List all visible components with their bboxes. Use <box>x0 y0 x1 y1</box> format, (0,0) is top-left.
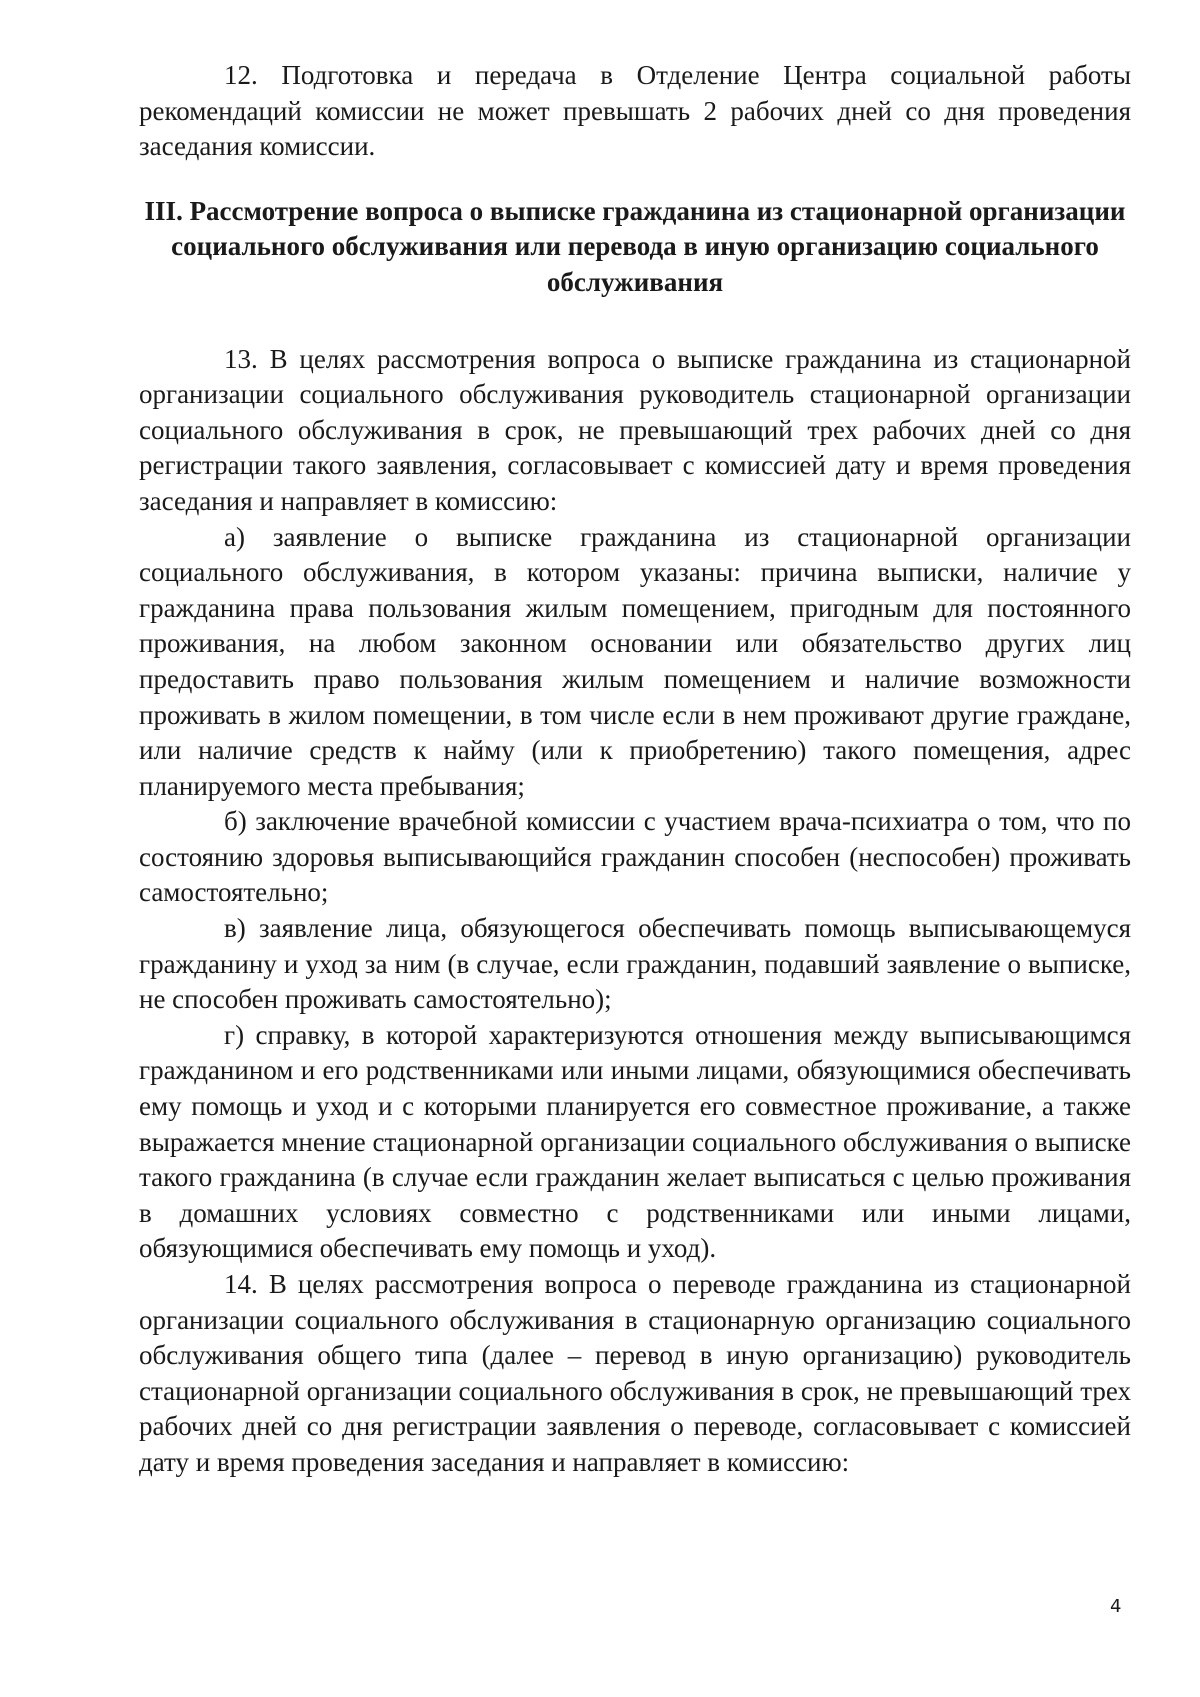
list-item-g: г) справку, в которой характеризуются отношения между выписывающимся гражданином и его родственниками или иными лицами, обязующимися обеспечивать ему помощь и уход и с которыми планируется его совместное проживание, а также выражается мнение стационарной организации социального обслуживания о выписке такого гражданина (в случае если гражданин желает выписаться с целью проживания в домашних условиях совместно с родственниками или иными лицами, обязующимися обеспечивать ему помощь и уход). <box>139 1019 1131 1264</box>
document-body <box>139 58 1131 1481</box>
list-item-a: а) заявление о выписке гражданина из стационарной организации социального обслуживания, в котором указаны: причина выписки, наличие у гражданина права пользования жилым помещением, пригодным для постоянного проживания, на любом законном основании или обязательство других лиц предоставить право пользования жилым помещением и наличие возможности проживать в жилом помещении, в том числе если в нем проживают другие граждане, или наличие средств к найму (или к приобретению) такого помещения, адрес планируемого места пребывания; <box>139 521 1131 801</box>
section-heading: III. Рассмотрение вопроса о выписке гражданина из стационарной организации социального обслуживания или перевода в иную организацию социального обслуживания <box>144 195 1126 297</box>
list-item-b: б) заключение врачебной комиссии с участием врача-психиатра о том, что по состоянию здоровья выписывающийся гражданин способен (неспособен) проживать самостоятельно; <box>139 806 1131 908</box>
paragraph-12: 12. Подготовка и передача в Отделение Центра социальной работы рекомендаций комиссии не может превышать 2 рабочих дней со дня проведения заседания комиссии. <box>139 60 1131 162</box>
page-number: 4 <box>1110 1596 1122 1617</box>
list-item-v: в) заявление лица, обязующегося обеспечивать помощь выписывающемуся гражданину и уход за ним (в случае, если гражданин, подавший заявление о выписке, не способен проживать самостоятельно); <box>139 913 1131 1015</box>
paragraph-13: 13. В целях рассмотрения вопроса о выписке гражданина из стационарной организации социального обслуживания руководитель стационарной организации социального обслуживания в срок, не превышающий трех рабочих дней со дня регистрации такого заявления, согласовывает с комиссией дату и время проведения заседания и направляет в комиссию: <box>139 343 1131 516</box>
paragraph-14: 14. В целях рассмотрения вопроса о переводе гражданина из стационарной организации социального обслуживания в стационарную организацию социального обслуживания общего типа (далее – перевод в иную организацию) руководитель стационарной организации социального обслуживания в срок, не превышающий трех рабочих дней со дня регистрации заявления о переводе, согласовывает с комиссией дату и время проведения заседания и направляет в комиссию: <box>139 1269 1131 1477</box>
